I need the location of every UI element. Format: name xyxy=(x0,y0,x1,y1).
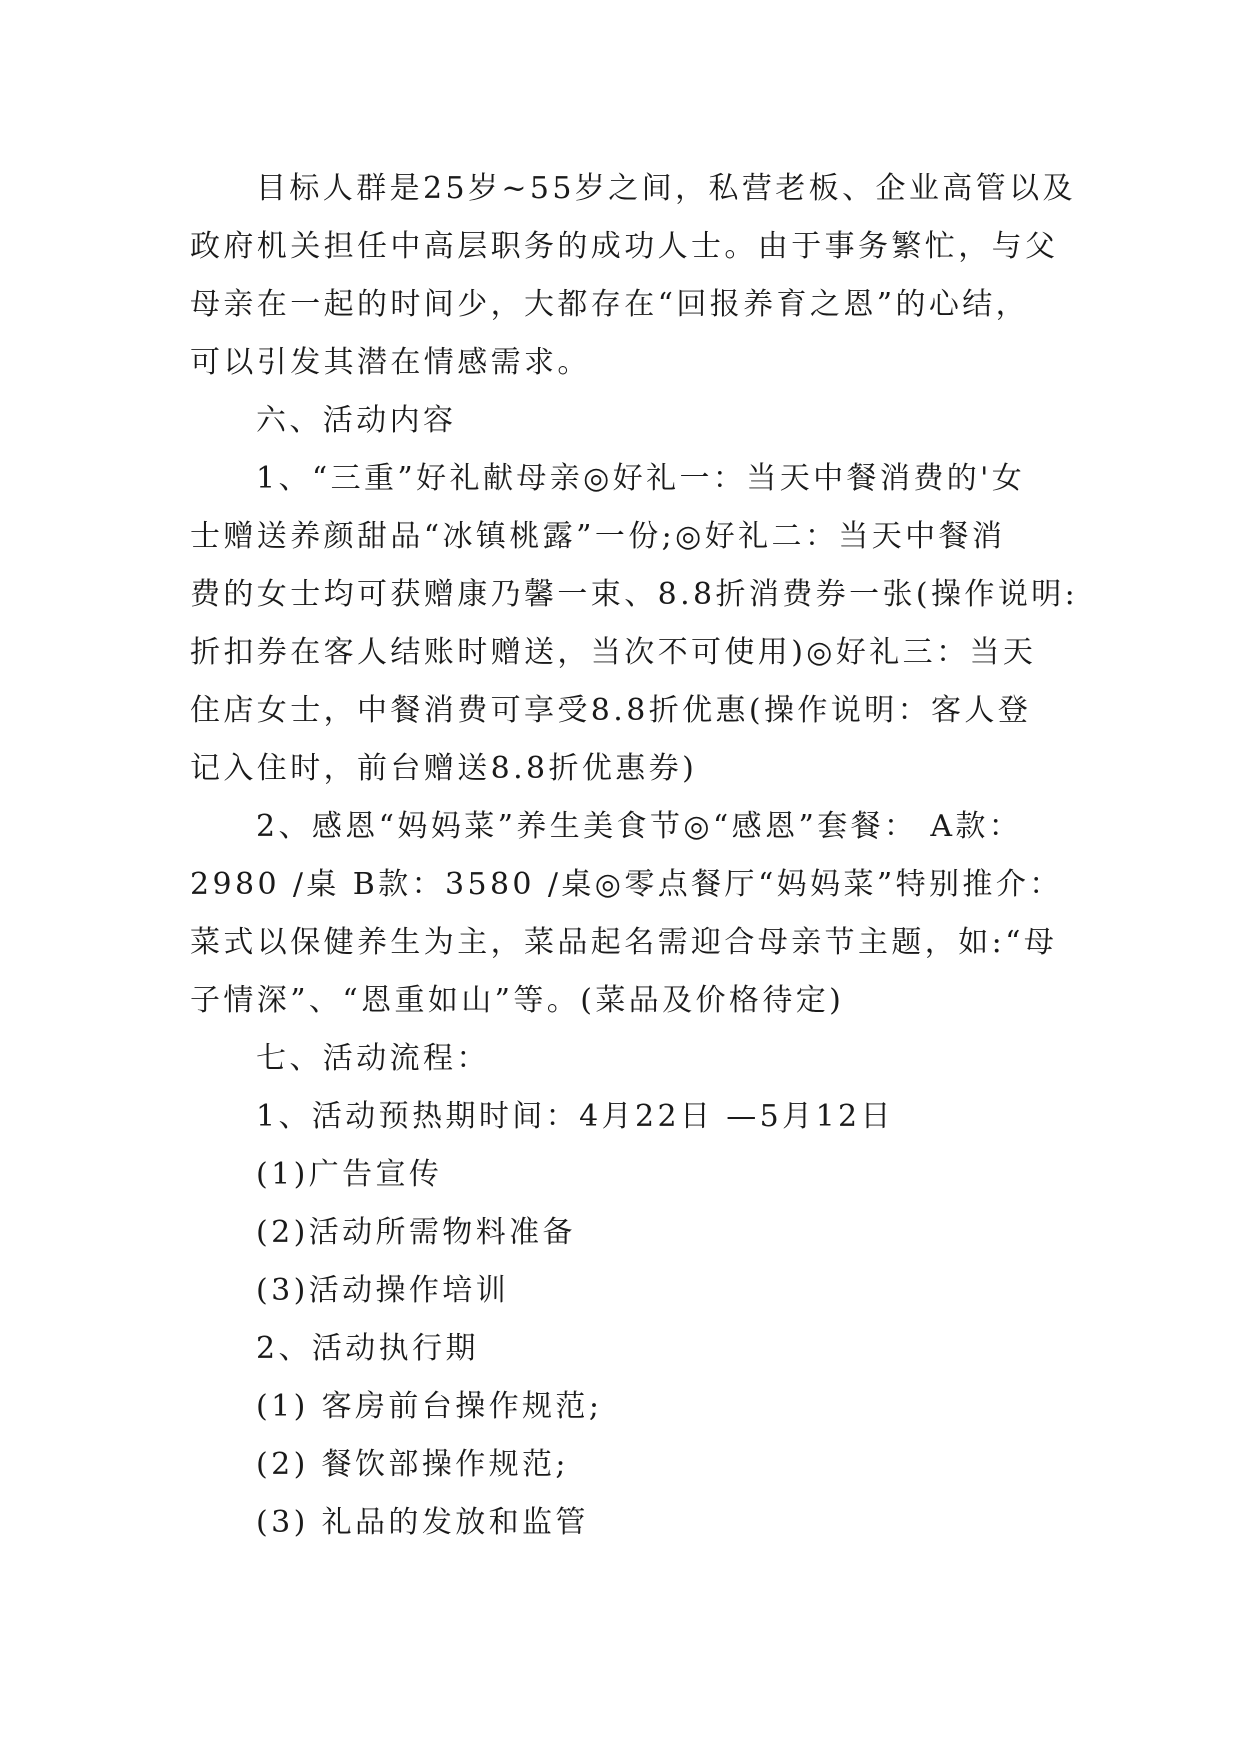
process-subitem-front-desk: (1) 客房前台操作规范; xyxy=(256,1389,603,1424)
paragraph-food-festival-line-1: 2、感恩“妈妈菜”养生美食节◎“感恩”套餐： A款： xyxy=(256,809,1023,844)
paragraph-food-festival-line-3: 菜式以保健养生为主，菜品起名需迎合母亲节主题，如:“母 xyxy=(190,925,1058,960)
paragraph-gifts-line-4: 折扣券在客人结账时赠送，当次不可使用)◎好礼三：当天 xyxy=(190,635,1037,670)
process-item-execution-period: 2、活动执行期 xyxy=(256,1331,479,1366)
paragraph-food-festival-line-4: 子情深”、“恩重如山”等。(菜品及价格待定) xyxy=(190,983,845,1018)
process-item-preheat-period: 1、活动预热期时间：4月22日 —5月12日 xyxy=(256,1099,894,1134)
section-heading-activity-process: 七、活动流程： xyxy=(256,1041,490,1076)
paragraph-food-festival-line-2: 2980 /桌 B款：3580 /桌◎零点餐厅“妈妈菜”特别推介： xyxy=(190,867,1063,902)
paragraph-gifts-line-1: 1、“三重”好礼献母亲◎好礼一：当天中餐消费的'女 xyxy=(256,461,1026,496)
paragraph-gifts-line-2: 士赠送养颜甜品“冰镇桃露”一份;◎好礼二：当天中餐消 xyxy=(190,519,1006,554)
paragraph-target-audience-line-2: 政府机关担任中高层职务的成功人士。由于事务繁忙，与父 xyxy=(190,229,1059,264)
process-subitem-advertising: (1)广告宣传 xyxy=(256,1157,443,1192)
document-body xyxy=(190,160,1079,1552)
paragraph-gifts-line-6: 记入住时，前台赠送8.8折优惠券) xyxy=(190,751,698,786)
process-subitem-training: (3)活动操作培训 xyxy=(256,1273,510,1308)
paragraph-target-audience-line-1: 目标人群是25岁~55岁之间，私营老板、企业高管以及 xyxy=(256,171,1076,206)
paragraph-gifts-line-5: 住店女士，中餐消费可享受8.8折优惠(操作说明：客人登 xyxy=(190,693,1032,728)
process-subitem-gift-distribution: (3) 礼品的发放和监管 xyxy=(256,1505,589,1540)
process-subitem-materials: (2)活动所需物料准备 xyxy=(256,1215,576,1250)
process-subitem-catering: (2) 餐饮部操作规范; xyxy=(256,1447,569,1482)
paragraph-gifts-line-3: 费的女士均可获赠康乃馨一束、8.8折消费券一张(操作说明: xyxy=(190,577,1079,612)
paragraph-target-audience-line-4: 可以引发其潜在情感需求。 xyxy=(190,345,591,380)
paragraph-target-audience-line-3: 母亲在一起的时间少，大都存在“回报养育之恩”的心结， xyxy=(190,287,1030,322)
section-heading-activity-content: 六、活动内容 xyxy=(256,403,457,438)
